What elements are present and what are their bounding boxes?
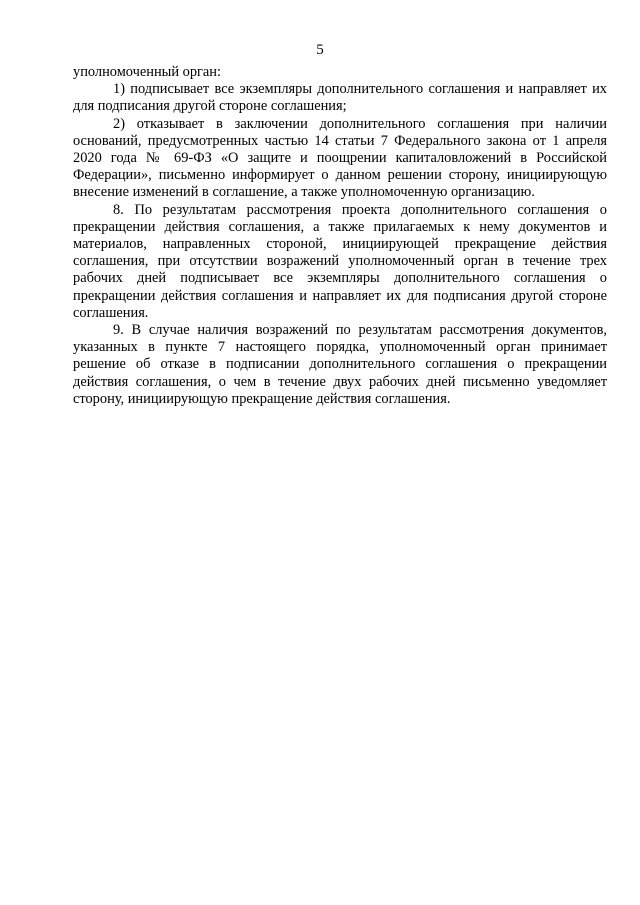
paragraph-item-1: 1) подписывает все экземпляры дополнительного соглашения и направляет их для подписания другой стороне соглашения; — [73, 81, 607, 115]
paragraph-clause-8: 8. По результатам рассмотрения проекта дополнительного соглашения о прекращении действия соглашения, а также прилагаемых к нему документов и материалов, направленных стороной, инициирующей прекращение действия соглашения, при отсутствии возражений уполномоченный орган в течение трех рабочих дней подписывает все экземпляры дополнительного соглашения о прекращении действия соглашения и направляет их для подписания другой стороне соглашения. — [73, 201, 607, 321]
paragraph-intro: уполномоченный орган: — [73, 64, 222, 80]
document-body — [73, 64, 607, 408]
page-number: 5 — [316, 42, 324, 58]
paragraph-clause-9: 9. В случае наличия возражений по результатам рассмотрения документов, указанных в пункте 7 настоящего порядка, уполномоченный орган принимает решение об отказе в подписании дополнительного соглашения о прекращении действия соглашения, о чем в течение двух рабочих дней письменно уведомляет сторону, инициирующую прекращение действия соглашения. — [73, 322, 607, 407]
paragraph-item-2: 2) отказывает в заключении дополнительного соглашения при наличии оснований, предусмотренных частью 14 статьи 7 Федерального закона от 1 апреля 2020 года № 69-ФЗ «О защите и поощрении капиталовложений в Российской Федерации», письменно информирует о данном решении сторону, инициирующую внесение изменений в соглашение, а также уполномоченную организацию. — [73, 115, 607, 201]
